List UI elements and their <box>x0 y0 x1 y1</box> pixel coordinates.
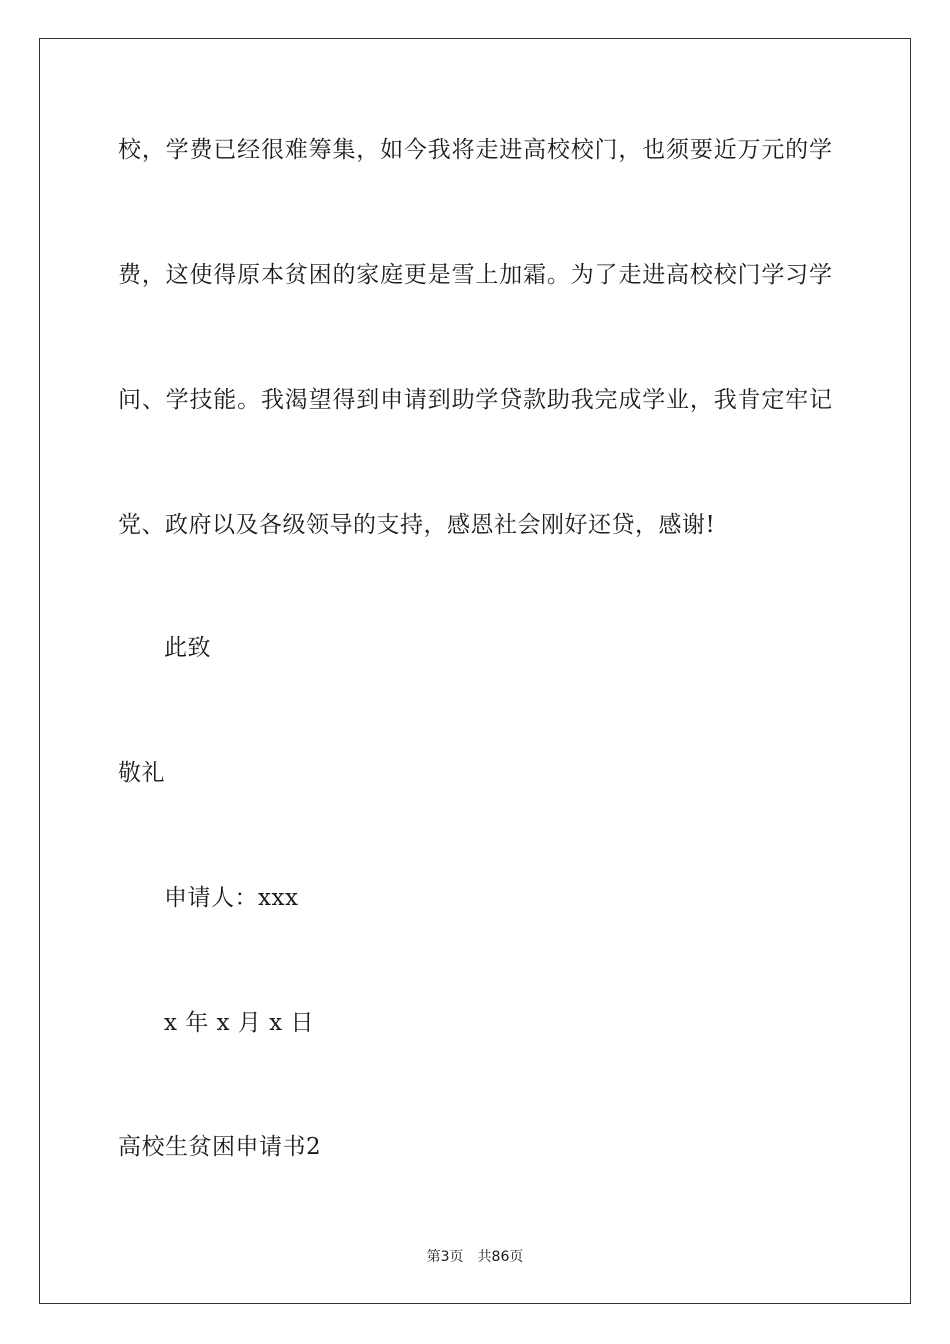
section-title: 高校生贫困申请书2 <box>118 1134 322 1160</box>
page-frame <box>39 38 911 1304</box>
paragraph-line-1: 校，学费已经很难筹集，如今我将走进高校校门，也须要近万元的学 <box>118 137 832 163</box>
paragraph-line-3: 问、学技能。我渴望得到申请到助学贷款助我完成学业，我肯定牢记 <box>118 387 832 413</box>
paragraph-line-2: 费，这使得原本贫困的家庭更是雪上加霜。为了走进高校校门学习学 <box>118 262 832 288</box>
date-line: x 年 x 月 x 日 <box>164 1010 314 1036</box>
paragraph-line-4: 党、政府以及各级领导的支持，感恩社会刚好还贷，感谢! <box>118 512 716 538</box>
signature-line: 申请人：xxx <box>164 885 299 911</box>
page-number: 第3页 <box>426 1249 464 1265</box>
total-pages: 共86页 <box>477 1249 524 1265</box>
page-footer <box>0 1247 950 1267</box>
salutation-text: 敬礼 <box>118 760 165 786</box>
closing-text: 此致 <box>164 635 211 661</box>
